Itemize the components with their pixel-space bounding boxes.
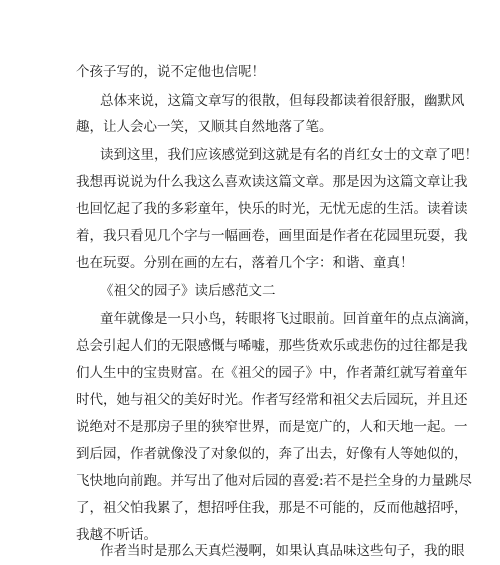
text-line: 个孩子写的，说不定他也信呢！ — [76, 64, 265, 80]
paragraph-start: 读到这里，我们应该感觉到这就是有名的肖红女士的文章了吧！ — [100, 147, 478, 163]
section-heading: 《祖父的园子》读后感范文二 — [100, 283, 276, 299]
text-line: 总会引起人们的无限感慨与唏嘘，那些货欢乐或悲伤的过往都是我 — [76, 338, 468, 354]
paragraph-start: 作者当时是那么天真烂漫啊，如果认真品味这些句子，我的眼 — [100, 543, 465, 559]
text-line: 我想再说说为什么我这么喜欢读这篇文章。那是因为这篇文章让我 — [76, 174, 468, 190]
text-line: 我越不听话。 — [76, 527, 157, 543]
text-line: 了，祖父怕我累了，想招呼住我，那是不可能的，反而他越招呼， — [76, 500, 468, 516]
text-line: 着，我只看见几个字与一幅画卷，画里面是作者在花园里玩耍，我 — [76, 228, 468, 244]
text-line: 们人生中的宝贵财富。在《祖父的园子》中，作者萧红就写着童年 — [76, 365, 468, 381]
text-line: 飞快地向前跑。并写出了他对后园的喜爱:若不是拦全身的力量跳尽 — [76, 473, 473, 489]
text-line: 也回忆起了我的多彩童年，快乐的时光，无忧无虑的生活。读着读 — [76, 201, 468, 217]
text-line: 到后园，作者就像没了对象似的，奔了出去，好像有人等她似的， — [76, 446, 468, 462]
text-line: 时代，她与祖父的美好时光。作者写经常和祖父去后园玩，并且还 — [76, 392, 468, 408]
text-line: 说绝对不是那房子里的狭窄世界，而是宽广的，人和天地一起。一 — [76, 419, 468, 435]
text-line: 也在玩耍。分别在画的左右，落着几个字：和谐、童真！ — [76, 255, 414, 271]
paragraph-start: 总体来说，这篇文章写的很散，但每段都读着很舒服，幽默风 — [100, 93, 465, 109]
paragraph-start: 童年就像是一只小鸟，转眼将飞过眼前。回首童年的点点滴滴， — [100, 311, 478, 327]
text-line: 趣，让人会心一笑，又顺其自然地落了笔。 — [76, 119, 333, 135]
